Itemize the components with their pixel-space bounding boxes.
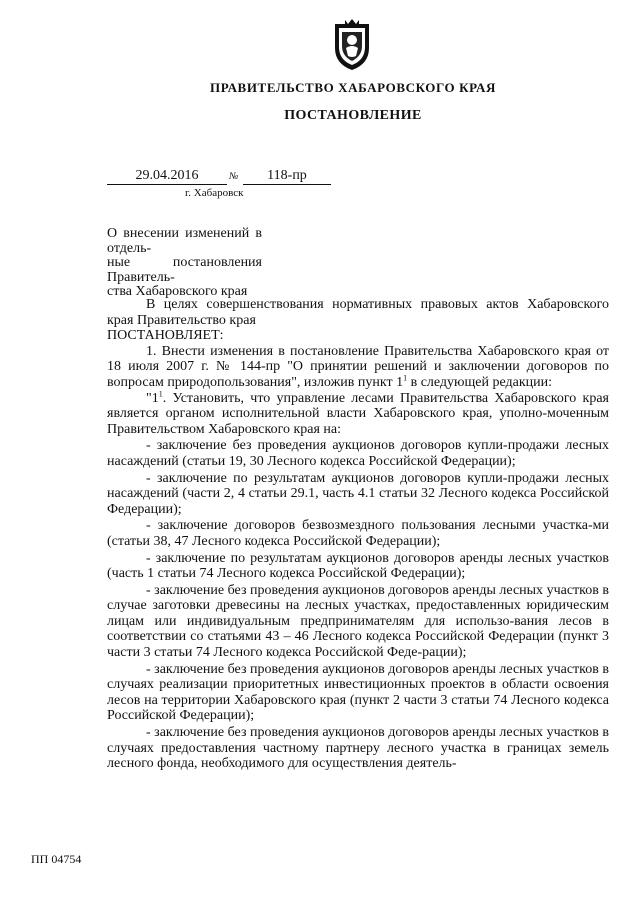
item-1-paragraph bbox=[107, 344, 609, 391]
list-item: - заключение без проведения аукционов договоров аренды лесных участков в случаях предоставления частному партнеру лесного участка в границах земель лесного фонда, необходимого для осуществления деятель- bbox=[107, 725, 609, 772]
decree-subject bbox=[107, 227, 262, 300]
list-item: - заключение без проведения аукционов договоров купли-продажи лесных насаждений (статьи 19, 30 Лесного кодекса Российской Федерации); bbox=[107, 438, 609, 469]
intro-paragraph: В целях совершенствования нормативных правовых актов Хабаровского края Правительство края bbox=[107, 297, 609, 328]
decree-body bbox=[107, 297, 609, 772]
list-item: - заключение по результатам аукционов договоров купли-продажи лесных насаждений (части 2, 4 статьи 29.1, часть 4.1 статьи 32 Лесного кодекса Российской Федерации); bbox=[107, 470, 609, 517]
item-1-text-end: в следующей редакции: bbox=[407, 374, 553, 390]
coat-of-arms-icon bbox=[331, 18, 373, 72]
decree-number: 118-пр bbox=[243, 168, 331, 185]
list-item: - заключение без проведения аукционов договоров аренды лесных участков в случаях реализации приоритетных инвестиционных проектов в области освоения лесов на территории Хабаровского края (пункт 2 части 3 статьи 74 Лесного кодекса Российской Федерации); bbox=[107, 661, 609, 724]
document-type-title: ПОСТАНОВЛЕНИЕ bbox=[284, 108, 422, 123]
quote-paragraph bbox=[107, 388, 609, 438]
subject-line: ства Хабаровского края bbox=[107, 284, 248, 299]
subject-line: О внесении изменений в отдель- bbox=[107, 226, 262, 256]
item-1-superscript: 1 bbox=[403, 373, 408, 383]
city-label: г. Хабаровск bbox=[185, 187, 244, 199]
quote-superscript: 1 bbox=[158, 388, 163, 398]
quote-open: "1 bbox=[146, 390, 159, 406]
resolves-heading: ПОСТАНОВЛЯЕТ: bbox=[107, 328, 224, 344]
list-item: - заключение по результатам аукционов договоров аренды лесных участков (часть 1 статьи 74 Лесного кодекса Российской Федерации); bbox=[107, 550, 609, 582]
document-code: ПП 04754 bbox=[31, 852, 82, 866]
decree-date: 29.04.2016 bbox=[107, 168, 227, 185]
list-item: - заключение договоров безвозмездного пользования лесными участка-ми (статьи 38, 47 Лесного кодекса Российской Федерации); bbox=[107, 518, 609, 549]
item-1-text: 1. Внести изменения в постановление Правительства Хабаровского края от 18 июля 2007 г. № 144-пр "О принятии решений и заключении договоров по вопросам природопользования", изложив пункт 1 bbox=[107, 343, 609, 390]
number-sign: № bbox=[229, 171, 239, 182]
government-title: ПРАВИТЕЛЬСТВО ХАБАРОВСКОГО КРАЯ bbox=[209, 80, 496, 95]
subject-line: ные постановления Правитель- bbox=[107, 255, 262, 285]
list-item: - заключение без проведения аукционов договоров аренды лесных участков в случае заготовки древесины на лесных участках, предоставленных юридическим лицам или индивидуальным предпринимателям для использо-вания лесов в соответствии со статьями 43 – 46 Лесного кодекса Российской Федерации (пункт 3 части 3 статьи 74 Лесного кодекса Российской Феде-рации); bbox=[107, 582, 609, 661]
quote-text: . Установить, что управление лесами Правительства Хабаровского края является органом исполнительной власти Хабаровского края, уполно-моченным Правительством Хабаровского края на: bbox=[107, 390, 609, 437]
